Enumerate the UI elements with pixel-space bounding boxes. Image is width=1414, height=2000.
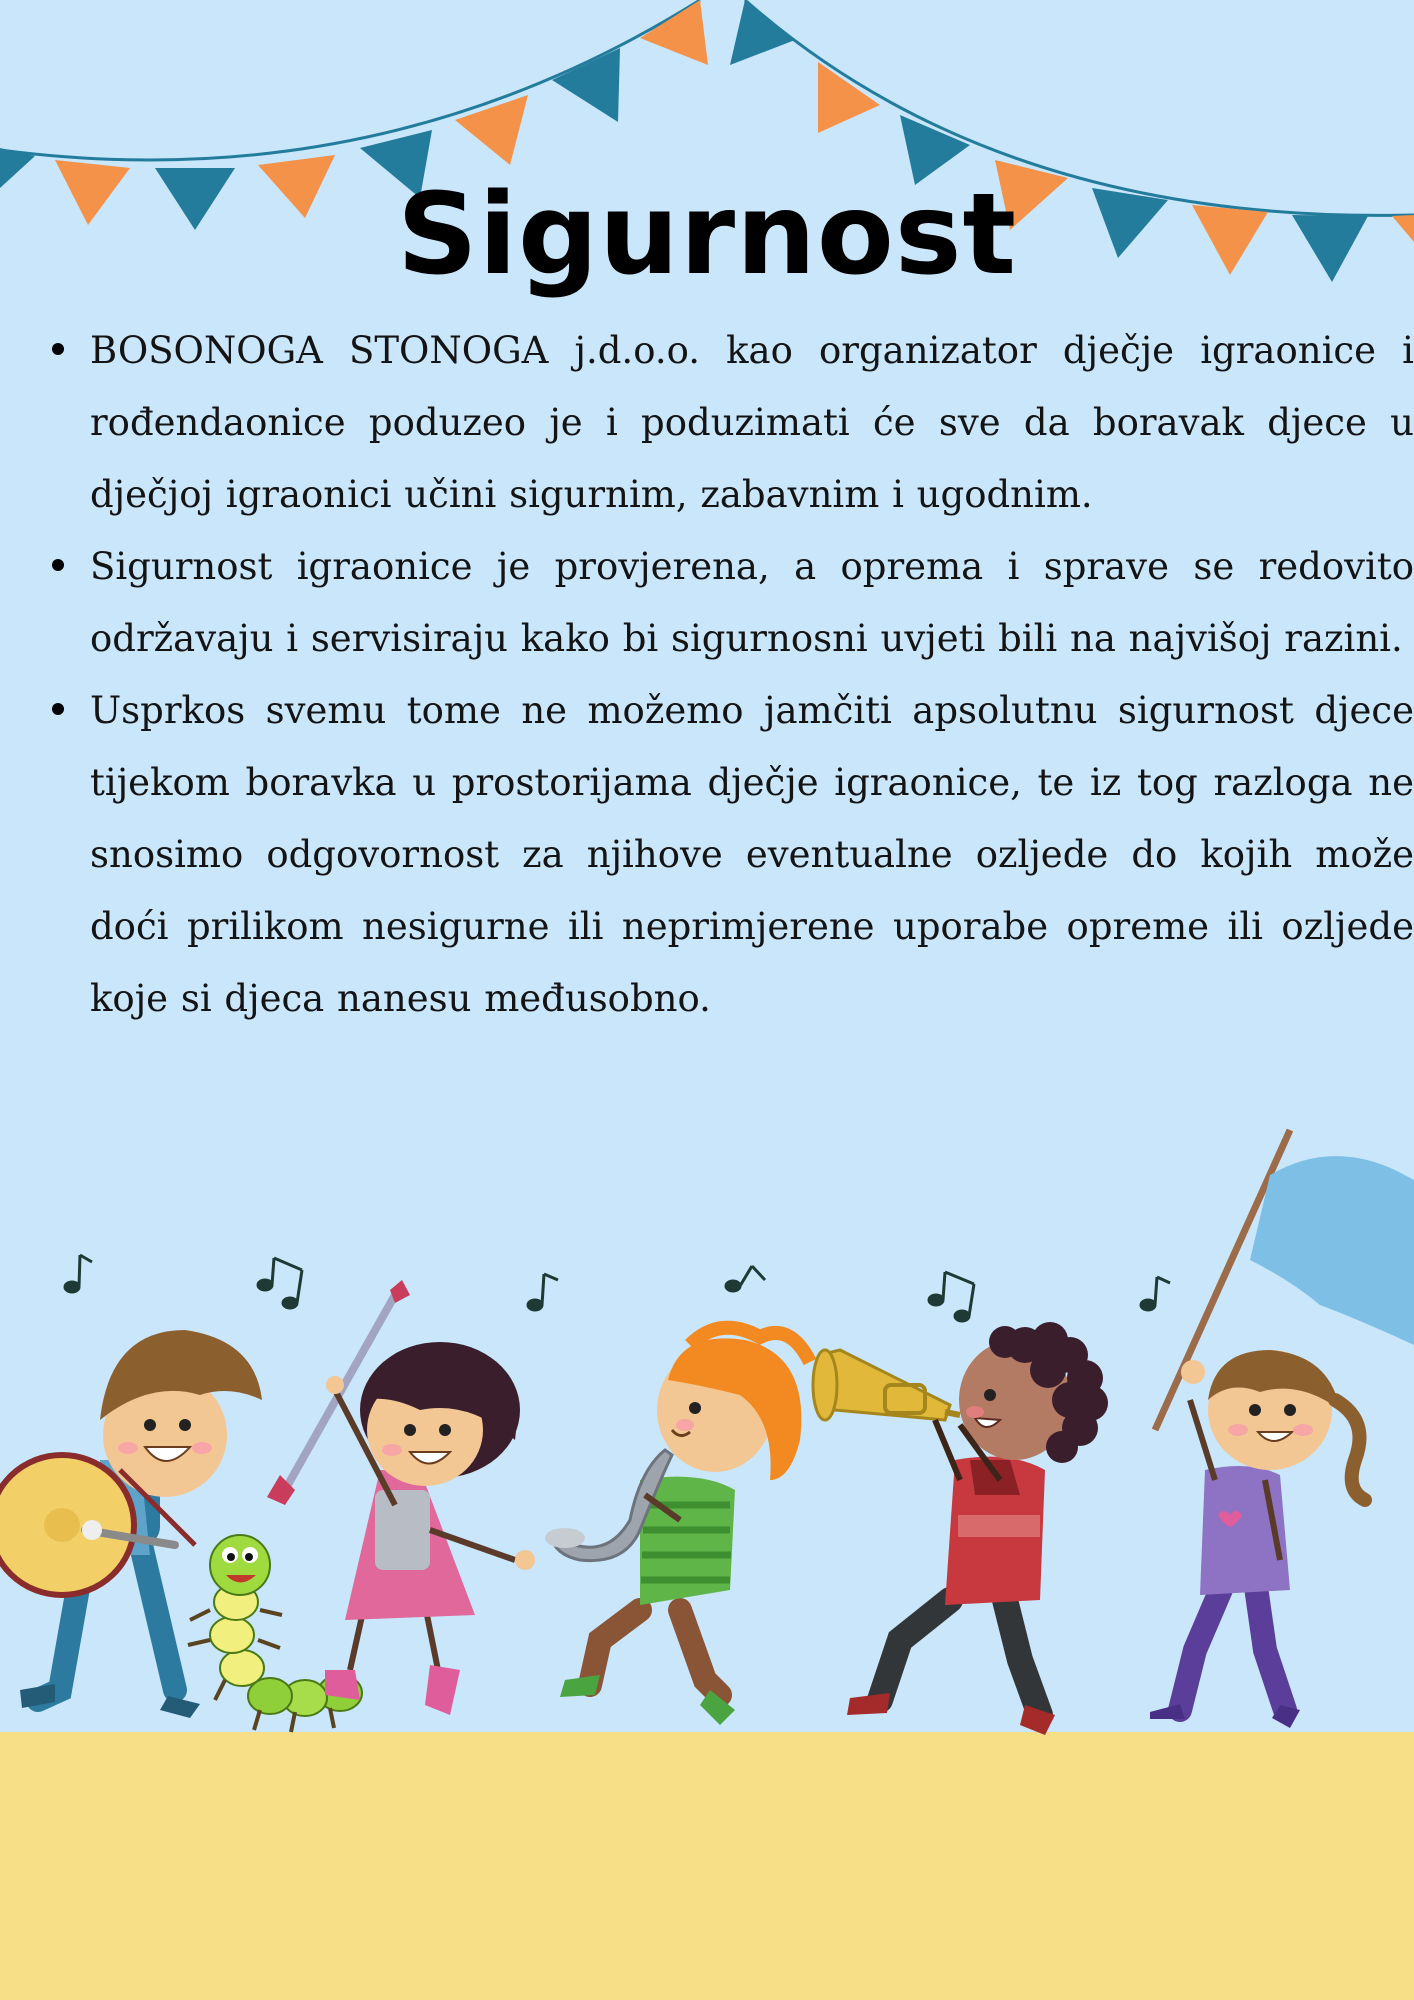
bullet-text: BOSONOGA STONOGA j.d.o.o. kao organizator dječje igraonice i rođendaonice poduzeo je i poduzimati će sve da boravak djece u dječjoj igraonici učini sigurnim, zabavnim i ugodnim. bbox=[90, 329, 1414, 516]
bullet-dot bbox=[52, 343, 64, 355]
music-note-icon bbox=[64, 1255, 92, 1293]
music-note-icon bbox=[527, 1274, 558, 1311]
list-item bbox=[52, 675, 1414, 1035]
list-item bbox=[52, 315, 1414, 531]
caterpillar bbox=[188, 1535, 362, 1732]
ground-strip bbox=[0, 1732, 1414, 2000]
trumpet-child bbox=[813, 1322, 1108, 1735]
bullet-dot bbox=[52, 703, 64, 715]
trumpet-icon bbox=[813, 1350, 960, 1420]
music-note-icon bbox=[928, 1272, 974, 1322]
bullet-text: Usprkos svemu tome ne možemo jamčiti apsolutnu sigurnost djece tijekom boravka u prostorijama dječje igraonice, te iz tog razloga ne snosimo odgovornost za njihove eventualne ozljede do kojih može doći prilikom nesigurne ili neprimjerene uporabe opreme ili ozljede koje si djeca nanesu međusobno. bbox=[90, 689, 1414, 1020]
flag-icon bbox=[1250, 1156, 1414, 1345]
page-title: Sigurnost bbox=[396, 170, 1018, 300]
bullet-list bbox=[52, 315, 1414, 1035]
marching-children-illustration bbox=[0, 1120, 1414, 1735]
list-item bbox=[52, 531, 1414, 675]
bullet-dot bbox=[52, 559, 64, 571]
majorette-child bbox=[267, 1280, 535, 1715]
music-note-icon bbox=[257, 1258, 302, 1309]
music-note-icon bbox=[725, 1266, 765, 1292]
bullet-text: Sigurnost igraonice je provjerena, a oprema i sprave se redovito održavaju i servisiraju kako bi sigurnosni uvjeti bili na najvišoj razini. bbox=[90, 545, 1414, 660]
saxophone-child bbox=[545, 1328, 810, 1725]
flag-child bbox=[1150, 1130, 1414, 1728]
music-note-icon bbox=[1140, 1277, 1170, 1311]
